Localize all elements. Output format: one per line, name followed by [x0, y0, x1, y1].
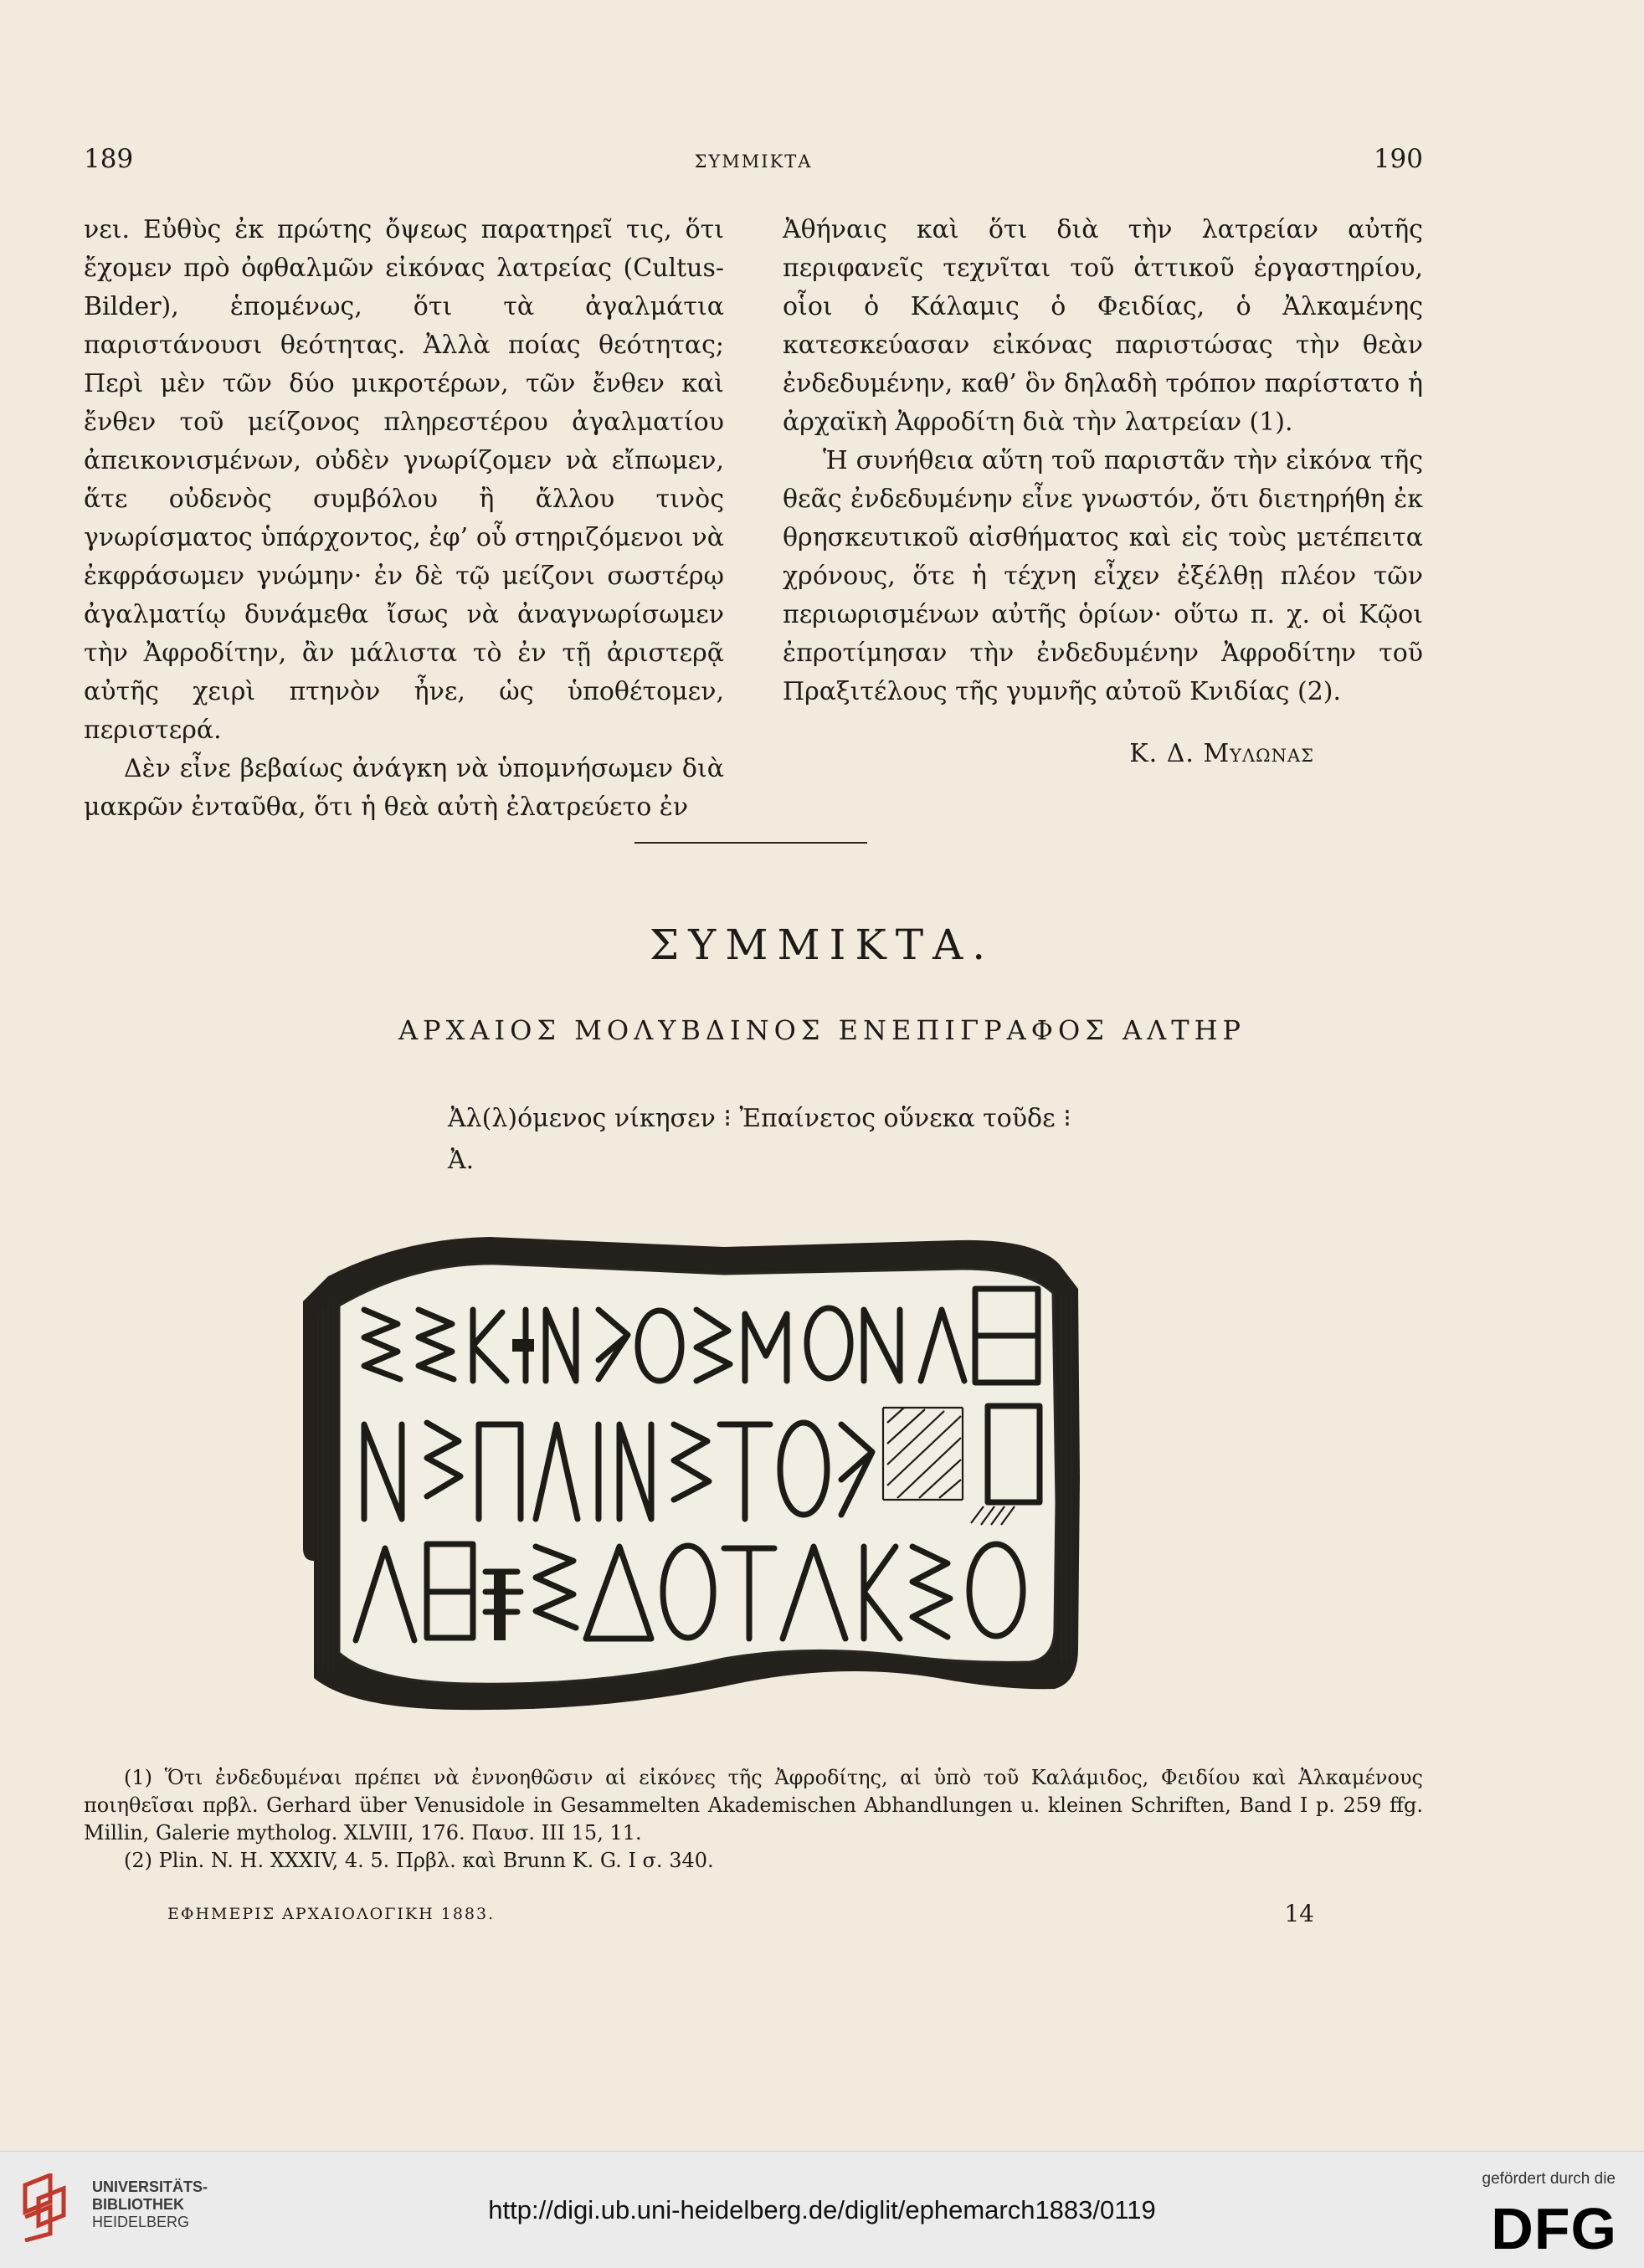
page-number-right: 190 — [1373, 144, 1423, 174]
library-name-line-1: UNIVERSITÄTS- — [92, 2178, 208, 2195]
page-number-left: 189 — [84, 144, 134, 174]
viewer-footer — [0, 2151, 1644, 2268]
running-title: ΣΥΜΜΙΚΤΑ — [694, 151, 813, 172]
signature-mark: 14 — [1284, 1900, 1314, 1927]
library-name-line-2: BIBLIOTHEK — [92, 2196, 184, 2213]
article-title: ΑΡΧΑΙΟΣ ΜΟΛΥΒΔΙΝΟΣ ΕΝΕΠΙΓΡΑΦΟΣ ΑΛΤΗΡ — [398, 1014, 1246, 1046]
inscription-line-1: Ἀλ(λ)όμενος νίκησεν ⁝ Ἐπαίνετος οὕνεκα τοῦδε ⁝ — [448, 1104, 1071, 1133]
section-divider — [634, 842, 867, 844]
journal-name: ΕΦΗΜΕΡΙΣ ΑΡΧΑΙΟΛΟΓΙΚΗ 1883. — [167, 1905, 496, 1923]
dfg-logo[interactable]: DFG — [1491, 2196, 1617, 2261]
section-title: ΣΥΜΜΙΚΤΑ. — [649, 921, 995, 969]
inscription-transcription — [448, 1098, 1071, 1182]
page-foot — [167, 1900, 1314, 1933]
library-name-line-3: HEIDELBERG — [92, 2214, 190, 2230]
author-signature: Κ. Δ. Μυλωνας — [1129, 739, 1314, 768]
inscription-line-2: Ἀ. — [448, 1146, 475, 1175]
footnotes — [84, 1764, 1423, 1875]
funding-label: gefördert durch die — [1482, 2170, 1616, 2188]
left-paragraph-1: νει. Εὐθὺς ἐκ πρώτης ὄψεως παρατηρεῖ τις, ὅτι ἔχομεν πρὸ ὀφθαλμῶν εἰκόνας λατρείας (Cultus-Bilder), ἑπομένως, ὅτι τὰ ἀγαλμάτια παριστάνουσι θεότητας. Ἀλλὰ ποίας θεότητας; Περὶ μὲν τῶν δύο μικροτέρων, τῶν ἔνθεν καὶ ἔνθεν τοῦ μείζονος πληρεστέρου ἀγαλματίου ἀπεικονισμένων, οὐδὲν γνωρίζομεν νὰ εἴπωμεν, ἅτε οὐδενὸς συμβόλου ἢ ἄλλου τινὸς γνωρίσματος ὑπάρχοντος, ἐφ’ οὗ στηριζόμενοι νὰ ἐκφράσωμεν γνώμην· ἐν δὲ τῷ μείζονι σωστέρῳ ἀγαλματίῳ δυνάμεθα ἴσως νὰ ἀναγνωρίσωμεν τὴν Ἀφροδίτην, ἂν μάλιστα τὸ ἐν τῇ ἀριστερᾷ αὐτῆς χειρὶ πτηνὸν ἦνε, ὡς ὑποθέτομεν, περιστερά. — [84, 215, 724, 745]
left-column — [84, 211, 724, 827]
lead-tablet-illustration — [301, 1230, 1214, 1732]
permalink-url[interactable]: http://digi.ub.uni-heidelberg.de/diglit/ephemarch1883/0119 — [488, 2195, 1156, 2224]
footnote-1: (1) Ὅτι ἐνδεδυμέναι πρέπει νὰ ἐννοηθῶσιν αἱ εἰκόνες τῆς Ἀφροδίτης, αἱ ὑπὸ τοῦ Καλάμιδος, Φειδίου καὶ Ἀλκαμένους ποιηθεῖσαι πρβλ. Gerhard über Venusidole in Gesammelten Akademischen Abhandlungen u. kleinen Schriften, Band I p. 259 ffg. Millin, Galerie mytholog. XLVIII, 176. Παυσ. III 15, 11. — [84, 1766, 1423, 1845]
right-paragraph-1: Ἀθήναις καὶ ὅτι διὰ τὴν λατρείαν αὐτῆς περιφανεῖς τεχνῖται τοῦ ἀττικοῦ ἐργαστηρίου, οἷοι ὁ Κάλαμις ὁ Φειδίας, ὁ Ἀλκαμένης κατεσκεύασαν εἰκόνας παριστώσας τὴν θεὰν ἐνδεδυμένην, καθ’ ὃν δηλαδὴ τρόπον παρίστατο ἡ ἀρχαϊκὴ Ἀφροδίτη διὰ τὴν λατρείαν (1). — [783, 215, 1423, 437]
footnote-2: (2) Plin. N. H. XXXIV, 4. 5. Πρβλ. καὶ Brunn K. G. I σ. 340. — [124, 1849, 714, 1872]
right-paragraph-2: Ἡ συνήθεια αὕτη τοῦ παριστᾶν τὴν εἰκόνα τῆς θεᾶς ἐνδεδυμένην εἶνε γνωστόν, ὅτι διετηρήθη ἐκ θρησκευτικοῦ αἰσθήματος καὶ εἰς τοὺς μετέπειτα χρόνους, ὅτε ἡ τέχνη εἶχεν ἐξέλθῃ πλέον τῶν περιωρισμένων αὐτῆς ὁρίων· οὕτω π. χ. οἱ Κῷοι ἐπροτίμησαν τὴν ἐνδεδυμένην Ἀφροδίτην τοῦ Πραξιτέλους τῆς γυμνῆς αὐτοῦ Κνιδίας (2). — [783, 446, 1423, 706]
running-header — [84, 144, 1423, 186]
left-paragraph-2: Δὲν εἶνε βεβαίως ἀνάγκη νὰ ὑπομνήσωμεν διὰ μακρῶν ἐνταῦθα, ὅτι ἡ θεὰ αὐτὴ ἐλατρεύετο ἐν — [84, 754, 724, 822]
right-column — [783, 211, 1423, 773]
